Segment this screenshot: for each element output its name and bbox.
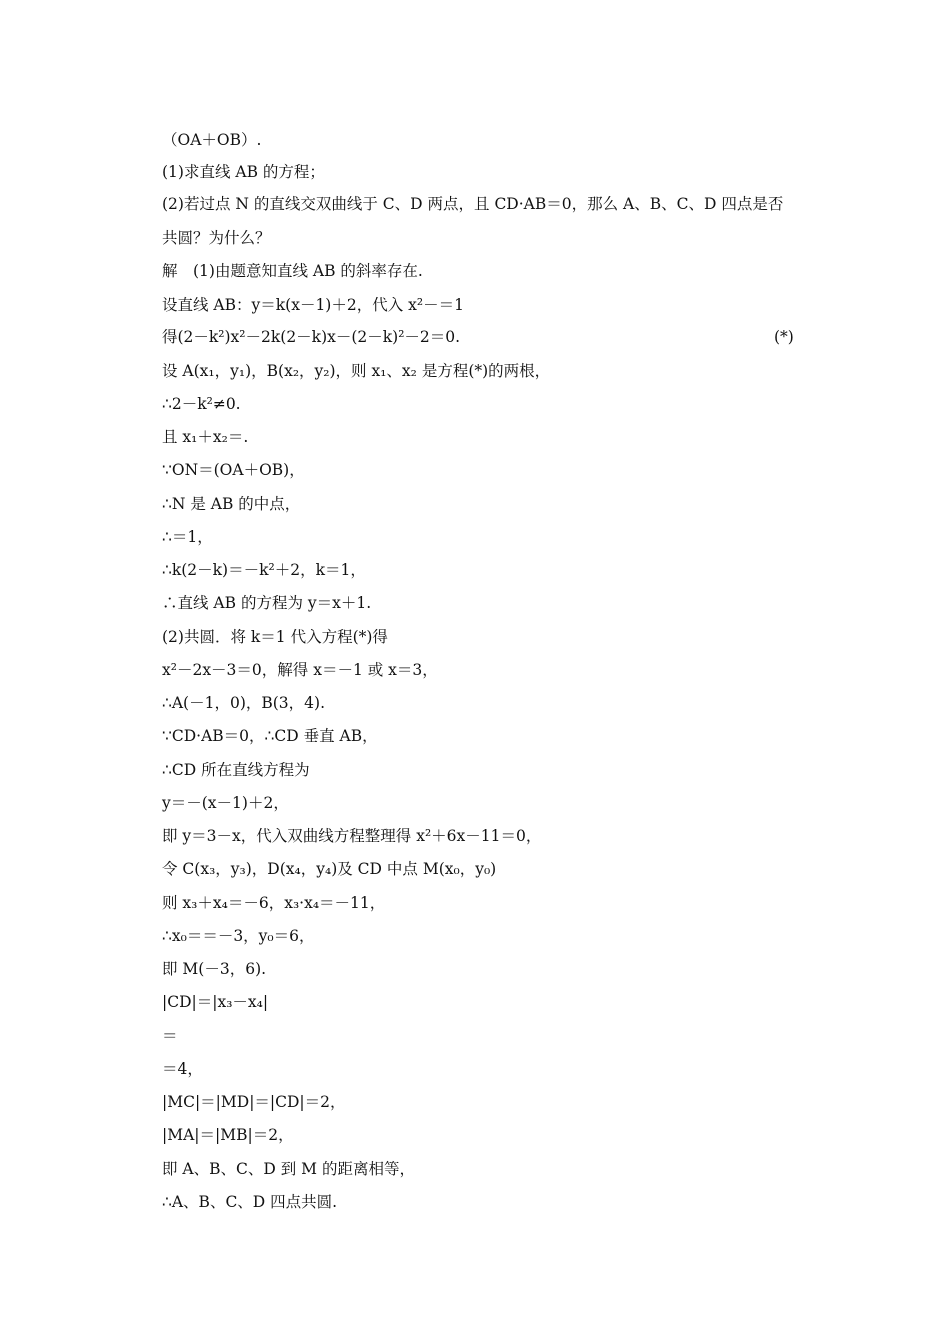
text-line: ∴＝1， bbox=[162, 528, 213, 546]
text-line: ∴直线 AB 的方程为 y＝x＋1. bbox=[162, 594, 372, 612]
text-line: (2)若过点 N 的直线交双曲线于 C、D 两点，且 CD·AB＝0，那么 A、B、C、D 四点是否 bbox=[162, 195, 784, 213]
text-line: 令 C(x₃，y₃)，D(x₄，y₄)及 CD 中点 M(x₀，y₀) bbox=[162, 860, 497, 878]
text-line: |MC|＝|MD|＝|CD|＝2， bbox=[162, 1093, 346, 1111]
text-line: x²－2x－3＝0，解得 x＝－1 或 x＝3， bbox=[162, 661, 438, 679]
text-line: ＝4， bbox=[162, 1060, 203, 1078]
text-line: ∴A(－1，0)，B(3，4). bbox=[162, 694, 326, 712]
text-line: |MA|＝|MB|＝2， bbox=[162, 1126, 294, 1144]
text-line: 即 M(－3，6). bbox=[162, 960, 267, 978]
text-line: （OA＋OB）. bbox=[162, 131, 262, 149]
text-line: 设直线 AB：y＝k(x－1)＋2，代入 x²－＝1 bbox=[162, 296, 464, 314]
text-line: ∴A、B、C、D 四点共圆. bbox=[162, 1193, 338, 1211]
text-line: y＝－(x－1)＋2， bbox=[162, 794, 289, 812]
text-line: ∴x₀＝＝－3，y₀＝6， bbox=[162, 927, 315, 945]
text-line: 且 x₁＋x₂＝. bbox=[162, 428, 249, 446]
text-line: ∵ON＝(OA＋OB)， bbox=[162, 461, 305, 479]
text-line: (2)共圆．将 k＝1 代入方程(*)得 bbox=[162, 628, 388, 646]
text-line: 得(2－k²)x²－2k(2－k)x－(2－k)²－2＝0. bbox=[162, 328, 461, 346]
equation-tag: (*) bbox=[774, 328, 794, 346]
text-line: ∴N 是 AB 的中点， bbox=[162, 495, 301, 513]
text-line: 即 A、B、C、D 到 M 的距离相等， bbox=[162, 1160, 415, 1178]
text-line: 设 A(x₁，y₁)，B(x₂，y₂)，则 x₁、x₂ 是方程(*)的两根， bbox=[162, 362, 551, 380]
text-line: ∵CD·AB＝0，∴CD 垂直 AB， bbox=[162, 727, 378, 745]
text-line: ∴k(2－k)＝－k²＋2，k＝1， bbox=[162, 561, 366, 579]
text-line: (1)求直线 AB 的方程； bbox=[162, 163, 325, 181]
text-line: ∴CD 所在直线方程为 bbox=[162, 761, 310, 779]
text-line: 则 x₃＋x₄＝－6，x₃·x₄＝－11， bbox=[162, 894, 386, 912]
text-line: 即 y＝3－x，代入双曲线方程整理得 x²＋6x－11＝0， bbox=[162, 827, 542, 845]
text-line: ＝ bbox=[162, 1027, 178, 1045]
text-line: 解 (1)由题意知直线 AB 的斜率存在. bbox=[162, 262, 423, 280]
text-line: 共圆？为什么？ bbox=[162, 229, 271, 247]
text-line: |CD|＝|x₃－x₄| bbox=[162, 993, 269, 1011]
text-line: ∴2－k²≠0. bbox=[162, 395, 241, 413]
